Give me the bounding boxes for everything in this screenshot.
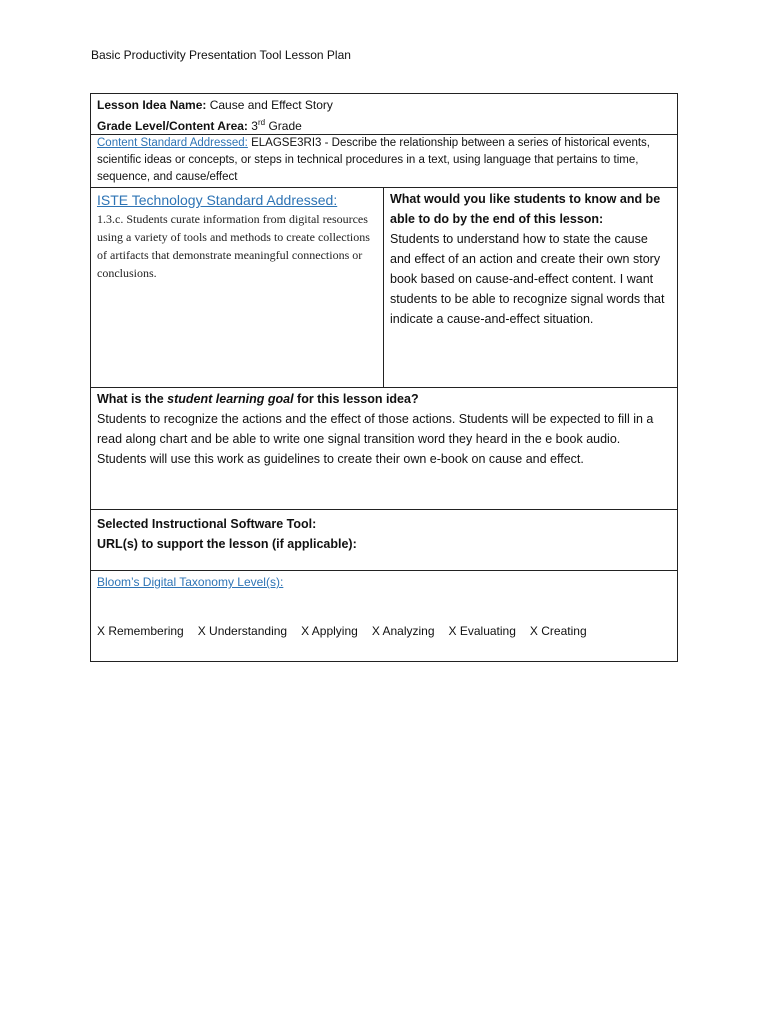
content-standard-code: ELAGSE3RI3 - xyxy=(251,137,329,149)
objective-cell xyxy=(384,188,677,387)
lesson-plan-table xyxy=(90,93,678,662)
page-title: Basic Productivity Presentation Tool Lesson Plan xyxy=(91,48,351,62)
bloom-levels-list xyxy=(97,624,671,638)
bloom-level-evaluating: X Evaluating xyxy=(448,624,516,638)
bloom-taxonomy-row xyxy=(91,573,677,661)
bloom-level-creating: X Creating xyxy=(529,624,587,638)
grade-level-label: Grade Level/Content Area: xyxy=(97,119,248,133)
grade-level-value: Grade xyxy=(268,119,302,133)
learning-goal-label-end: for this lesson idea? xyxy=(293,392,419,406)
bloom-level-analyzing: X Analyzing xyxy=(371,624,435,638)
content-standard-label: Content Standard Addressed: xyxy=(97,137,248,149)
content-standard-row xyxy=(91,135,677,188)
lesson-idea-value: Cause and Effect Story xyxy=(209,98,333,112)
learning-goal-text: Students to recognize the actions and the effect of those actions. Students will be expected to fill in a read along chart and be able to write one signal transition word they heard in the e book audio. Students will use this work as guidelines to create their own e-book on cause and effect. xyxy=(97,412,654,466)
objective-question: What would you like students to know and be able to do by the end of this lesson: xyxy=(390,192,661,226)
iste-label: ISTE Technology Standard Addressed: xyxy=(97,192,338,208)
learning-goal-label-start: What is the xyxy=(97,392,168,406)
objective-answer: Students to understand how to state the cause and effect of an action and create their own story book based on cause-and-effect content. I want students to be able to recognize signal words that indicate a cause-and-effect situation. xyxy=(390,232,665,326)
grade-level-suffix: rd xyxy=(257,118,266,127)
grade-level-line xyxy=(97,114,671,135)
bloom-level-understanding: X Understanding xyxy=(197,624,288,638)
url-support-label: URL(s) to support the lesson (if applicable): xyxy=(97,537,357,551)
content-standard-text: Describe the relationship between a series of historical events, scientific ideas or concepts, or steps in technical procedures in a text, using language that pertains to time, sequence, and cause/effect xyxy=(97,137,650,183)
bloom-taxonomy-label: Bloom’s Digital Taxonomy Level(s): xyxy=(97,575,284,589)
lesson-idea-row xyxy=(91,94,677,135)
grade-level-number: 3 xyxy=(251,119,258,133)
software-tool-label: Selected Instructional Software Tool: xyxy=(97,517,317,531)
learning-goal-row xyxy=(91,388,677,510)
learning-goal-label-emphasis: student learning goal xyxy=(167,392,294,406)
lesson-idea-line xyxy=(97,97,671,114)
bloom-level-remembering: X Remembering xyxy=(97,624,184,638)
learning-goal-label xyxy=(97,389,671,409)
iste-cell xyxy=(91,188,384,387)
iste-text: 1.3.c. Students curate information from digital resources using a variety of tools and methods to create collections of artifacts that demonstrate meaningful connections or conclusions. xyxy=(97,212,370,280)
lesson-idea-label: Lesson Idea Name: xyxy=(97,98,207,112)
iste-objective-row xyxy=(91,188,677,388)
bloom-level-applying: X Applying xyxy=(301,624,358,638)
software-tool-row xyxy=(91,510,677,571)
